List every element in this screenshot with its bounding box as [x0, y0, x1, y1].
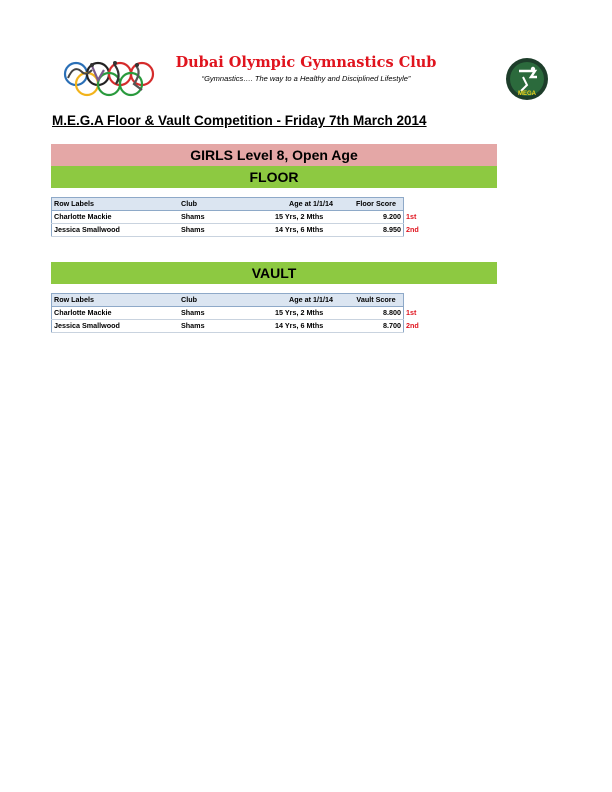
placing-label: 2nd — [406, 225, 419, 234]
table-header-row — [52, 198, 433, 211]
table-row — [52, 224, 433, 237]
column-header-score: Floor Score — [349, 198, 404, 211]
club-cell: Shams — [179, 320, 273, 333]
age-cell: 14 Yrs, 6 Mths — [273, 224, 349, 237]
club-cell: Shams — [179, 307, 273, 320]
column-header-club: Club — [179, 198, 273, 211]
floor-event-banner: FLOOR — [51, 166, 497, 188]
table-row — [52, 211, 433, 224]
age-cell: 14 Yrs, 6 Mths — [273, 320, 349, 333]
gymnast-name: Jessica Smallwood — [52, 320, 180, 333]
score-cell: 8.950 — [349, 224, 404, 237]
table-row — [52, 320, 433, 333]
mega-logo-text: MEGA — [518, 91, 536, 97]
club-cell: Shams — [179, 211, 273, 224]
competition-title: M.E.G.A Floor & Vault Competition - Friday 7th March 2014 — [52, 113, 427, 128]
table-header-row — [52, 294, 433, 307]
gymnast-name: Charlotte Mackie — [52, 307, 180, 320]
category-banner: GIRLS Level 8, Open Age — [51, 144, 497, 166]
placing-label: 1st — [406, 308, 417, 317]
club-tagline: “Gymnastics…. The way to a Healthy and Disciplined Lifestyle” — [201, 74, 411, 83]
club-cell: Shams — [179, 224, 273, 237]
column-header-club: Club — [179, 294, 273, 307]
floor-results-table — [51, 197, 433, 237]
age-cell: 15 Yrs, 2 Mths — [273, 211, 349, 224]
score-cell: 8.700 — [349, 320, 404, 333]
age-cell: 15 Yrs, 2 Mths — [273, 307, 349, 320]
vault-results-table — [51, 293, 433, 333]
column-header-row-labels: Row Labels — [52, 294, 180, 307]
gymnast-name: Charlotte Mackie — [52, 211, 180, 224]
gymnast-name: Jessica Smallwood — [52, 224, 180, 237]
score-cell: 9.200 — [349, 211, 404, 224]
column-header-age: Age at 1/1/14 — [273, 198, 349, 211]
vault-event-banner: VAULT — [51, 262, 497, 284]
score-cell: 8.800 — [349, 307, 404, 320]
column-header-age: Age at 1/1/14 — [273, 294, 349, 307]
column-header-row-labels: Row Labels — [52, 198, 180, 211]
mega-club-logo — [505, 57, 549, 101]
table-row — [52, 307, 433, 320]
club-name: Dubai Olympic Gymnastics Club — [175, 54, 437, 71]
placing-label: 1st — [406, 212, 417, 221]
placing-label: 2nd — [406, 321, 419, 330]
column-header-score: Vault Score — [349, 294, 404, 307]
